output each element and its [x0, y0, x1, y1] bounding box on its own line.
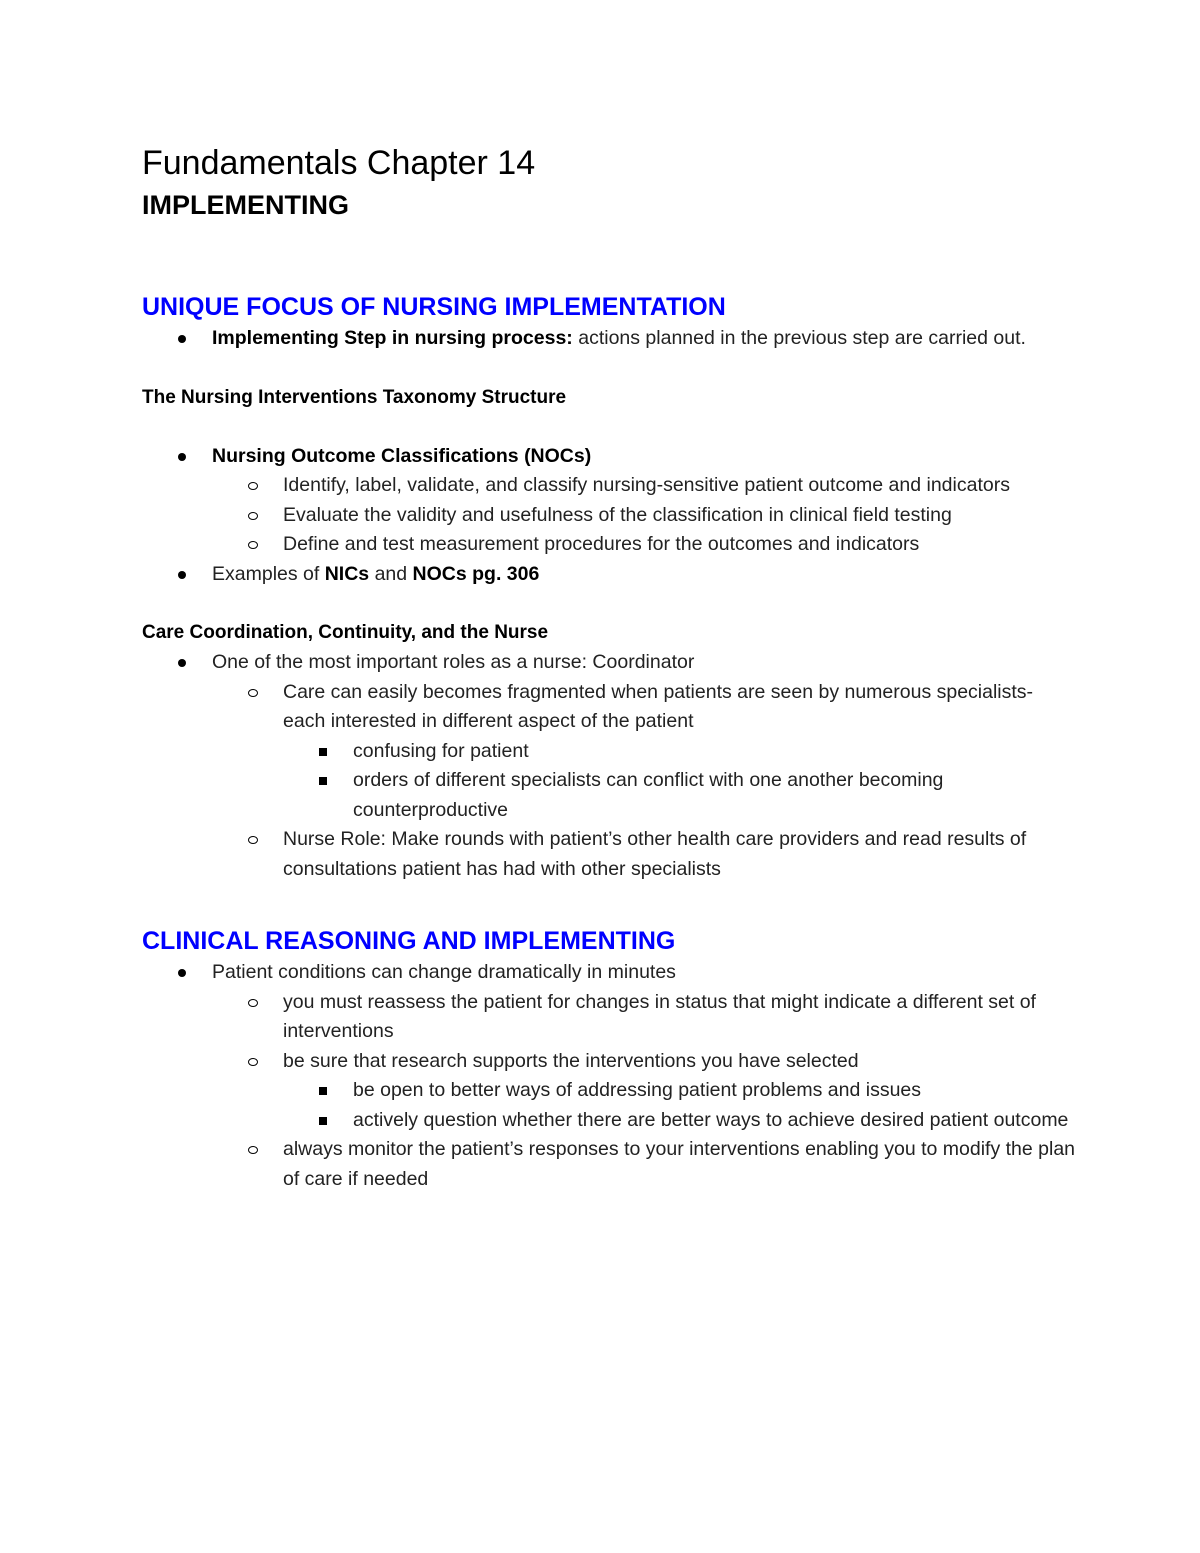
taxonomy-list	[142, 442, 1080, 590]
bullet-circle-icon	[246, 501, 260, 531]
bullet-square-icon	[316, 766, 330, 796]
clinical-reasoning-list	[142, 958, 1080, 1194]
list-item	[142, 1135, 1080, 1194]
clinical-sub-text: you must reassess the patient for changes in status that might indicate a different set of interventions	[283, 990, 1036, 1042]
bullet-dot-icon	[175, 560, 189, 590]
bullet-circle-icon	[246, 1047, 260, 1077]
noc-item-text: Define and test measurement procedures for the outcomes and indicators	[283, 533, 920, 555]
list-item	[142, 825, 1080, 884]
bullet-square-icon	[316, 1076, 330, 1106]
list-item	[142, 648, 1080, 678]
clinical-item-text: Patient conditions can change dramatically in minutes	[212, 961, 676, 983]
list-item	[142, 560, 1080, 590]
list-item	[142, 766, 1080, 825]
list-item	[142, 1106, 1080, 1136]
bullet-square-icon	[316, 1106, 330, 1136]
implementing-step-label: Implementing Step in nursing process:	[212, 327, 573, 349]
bullet-circle-icon	[246, 471, 260, 501]
list-item	[142, 988, 1080, 1047]
care-subsub-text: orders of different specialists can conflict with one another becoming counterproductive	[353, 769, 944, 821]
bullet-circle-icon	[246, 678, 260, 708]
clinical-sub-text: always monitor the patient’s responses to your interventions enabling you to modify the plan of care if needed	[283, 1138, 1076, 1190]
document-subtitle: IMPLEMENTING	[142, 190, 349, 220]
bullet-dot-icon	[175, 442, 189, 472]
list-item	[142, 530, 1080, 560]
section-heading-clinical-reasoning: CLINICAL REASONING AND IMPLEMENTING	[142, 927, 676, 955]
care-subsub-text: confusing for patient	[353, 739, 529, 762]
care-item-text: One of the most important roles as a nurse: Coordinator	[212, 651, 695, 673]
care-sub-text: Care can easily becomes fragmented when patients are seen by numerous specialists- each interested in different aspect of the patient	[283, 680, 1034, 732]
bullet-dot-icon	[175, 958, 189, 988]
clinical-sub-text: be sure that research supports the interventions you have selected	[283, 1049, 859, 1072]
list-item	[142, 442, 1080, 472]
implementing-step-text: actions planned in the previous step are carried out.	[572, 327, 1026, 349]
noc-item-text: Evaluate the validity and usefulness of the classification in clinical field testing	[283, 503, 952, 526]
list-item	[142, 1076, 1080, 1106]
clinical-subsub-text: be open to better ways of addressing patient problems and issues	[353, 1079, 922, 1101]
care-sub-text: Nurse Role: Make rounds with patient’s other health care providers and read results of consultations patient has had with other specialists	[283, 828, 1027, 880]
examples-prefix: Examples of	[212, 562, 325, 585]
taxonomy-heading: The Nursing Interventions Taxonomy Structure	[142, 386, 567, 408]
noc-item-text: Identify, label, validate, and classify nursing-sensitive patient outcome and indicators	[283, 474, 1010, 496]
list-item	[142, 678, 1080, 737]
section-heading-unique-focus: UNIQUE FOCUS OF NURSING IMPLEMENTATION	[142, 293, 726, 321]
list-item	[142, 958, 1080, 988]
list-item	[142, 471, 1080, 501]
unique-focus-list	[142, 324, 1080, 354]
list-item	[142, 324, 1080, 354]
bullet-circle-icon	[246, 825, 260, 855]
care-coordination-list	[142, 648, 1080, 884]
bullet-circle-icon	[246, 530, 260, 560]
bullet-circle-icon	[246, 988, 260, 1018]
examples-and: and	[369, 562, 413, 585]
document-title: Fundamentals Chapter 14	[142, 144, 536, 182]
bullet-dot-icon	[175, 648, 189, 678]
bullet-square-icon	[316, 737, 330, 767]
bullet-circle-icon	[246, 1135, 260, 1165]
list-item	[142, 1047, 1080, 1077]
clinical-subsub-text: actively question whether there are better ways to achieve desired patient outcome	[353, 1108, 1069, 1131]
examples-nocs: NOCs pg. 306	[412, 562, 540, 585]
bullet-dot-icon	[175, 324, 189, 354]
noc-label: Nursing Outcome Classifications (NOCs)	[212, 444, 592, 467]
care-coordination-heading: Care Coordination, Continuity, and the Nurse	[142, 622, 549, 643]
examples-nics: NICs	[324, 562, 370, 585]
list-item	[142, 501, 1080, 531]
list-item	[142, 737, 1080, 767]
